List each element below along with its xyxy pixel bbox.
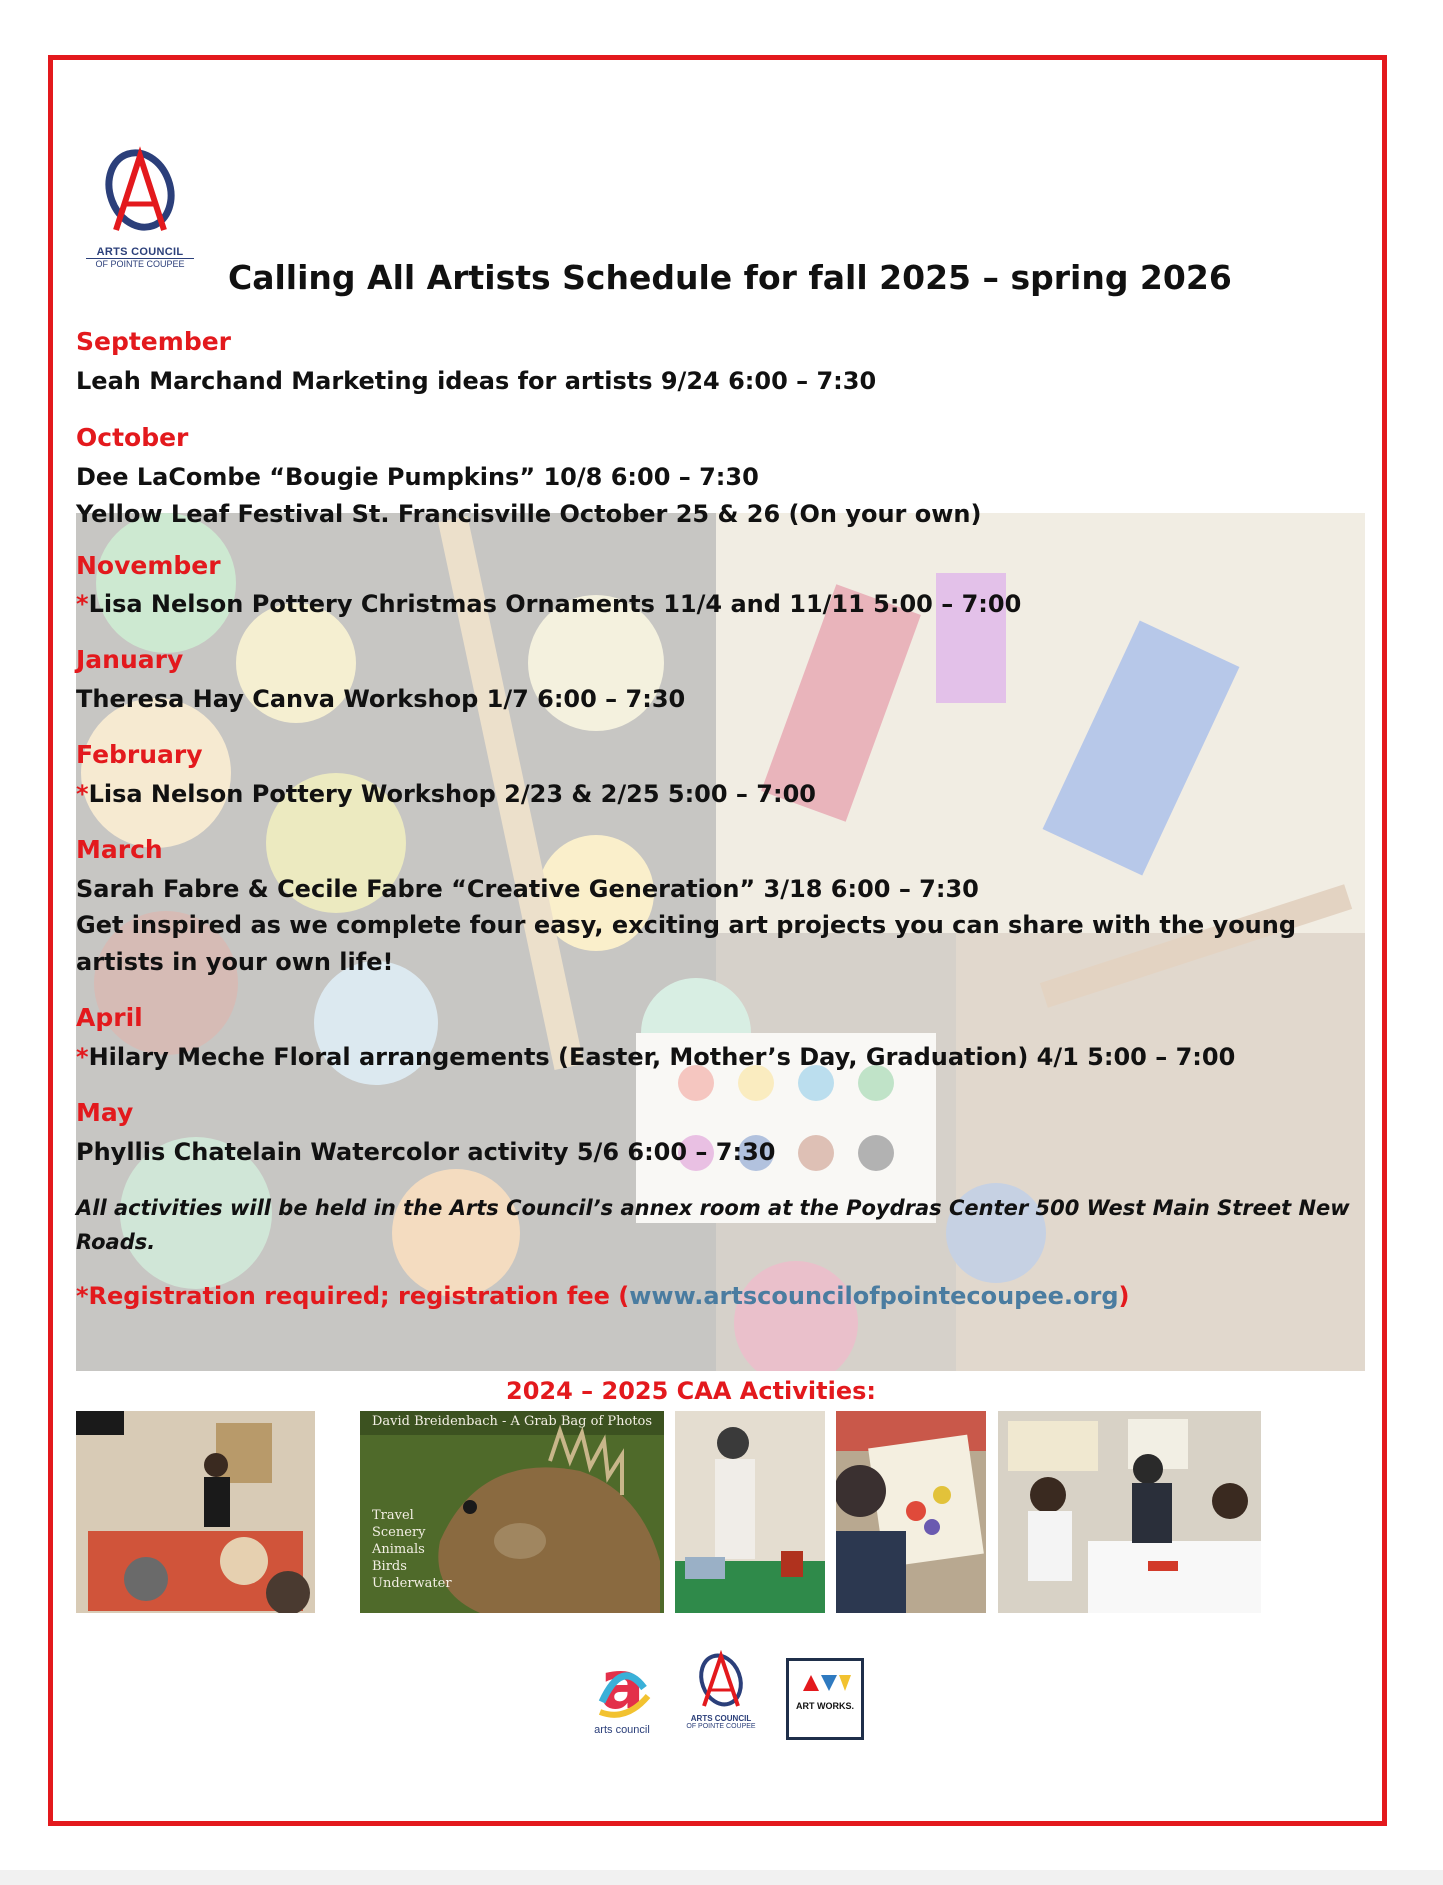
event-line: Leah Marchand Marketing ideas for artists 9/24 6:00 – 7:30 (76, 367, 877, 395)
activity-photo-iguana-book (360, 1411, 664, 1613)
art-works-text: ART WORKS. (796, 1701, 854, 1711)
arts-council-footer-text: arts council (594, 1724, 650, 1736)
month-october: October (76, 423, 189, 452)
event-line: Dee LaCombe “Bougie Pumpkins” 10/8 6:00 – 7:30 (76, 463, 759, 491)
event-line: Yellow Leaf Festival St. Francisville October 25 & 26 (On your own) (76, 500, 982, 528)
registration-link[interactable]: www.artscouncilofpointecoupee.org (629, 1282, 1119, 1310)
month-november: November (76, 551, 221, 580)
event-line: Sarah Fabre & Cecile Fabre “Creative Generation” 3/18 6:00 – 7:30 (76, 875, 979, 903)
month-january: January (76, 645, 184, 674)
activities-heading: 2024 – 2025 CAA Activities: (506, 1377, 877, 1405)
month-september: September (76, 327, 231, 356)
logo-text-line2: OF POINTE COUPEE (86, 258, 194, 269)
book-topic-list: Travel Scenery Animals Birds Underwater (372, 1508, 452, 1591)
art-works-logo (786, 1658, 864, 1740)
activity-photo-kids-craft (998, 1411, 1261, 1613)
registration-note: *Registration required; registration fee (www.artscouncilofpointecoupee.org) (76, 1282, 1130, 1310)
month-may: May (76, 1098, 134, 1127)
event-line: *Hilary Meche Floral arrangements (Easter, Mother’s Day, Graduation) 4/1 5:00 – 7:00 (76, 1043, 1236, 1071)
acpc-footer-text-line2: OF POINTE COUPEE (686, 1723, 756, 1730)
page-title: Calling All Artists Schedule for fall 2025 – spring 2026 (228, 258, 1232, 297)
location-note: All activities will be held in the Arts Council’s annex room at the Poydras Center 500 West Main Street New Roads. (76, 1196, 1350, 1254)
event-line: *Lisa Nelson Pottery Christmas Ornaments 11/4 and 11/11 5:00 – 7:00 (76, 590, 1022, 618)
activity-photo-watercolor (836, 1411, 986, 1613)
month-february: February (76, 740, 203, 769)
arts-council-logo (86, 138, 194, 268)
acpc-footer-text-line1: ARTS COUNCIL (690, 1714, 752, 1723)
arts-council-footer-logo (586, 1652, 658, 1738)
activity-photo-pottery (675, 1411, 825, 1613)
logo-text-line1: ARTS COUNCIL (96, 246, 184, 258)
event-line: Theresa Hay Canva Workshop 1/7 6:00 – 7:30 (76, 685, 686, 713)
activity-photo-presentation (76, 1411, 315, 1613)
event-description: Get inspired as we complete four easy, exciting art projects you can share with the young artists in your own life! (76, 911, 1297, 976)
event-line: Phyllis Chatelain Watercolor activity 5/6 6:00 – 7:30 (76, 1138, 776, 1166)
svg-text:a: a (599, 1652, 645, 1720)
month-april: April (76, 1003, 143, 1032)
acpc-footer-logo (686, 1650, 756, 1734)
event-line: *Lisa Nelson Pottery Workshop 2/23 & 2/25 5:00 – 7:00 (76, 780, 816, 808)
book-title: David Breidenbach - A Grab Bag of Photos (372, 1414, 653, 1429)
month-march: March (76, 835, 163, 864)
